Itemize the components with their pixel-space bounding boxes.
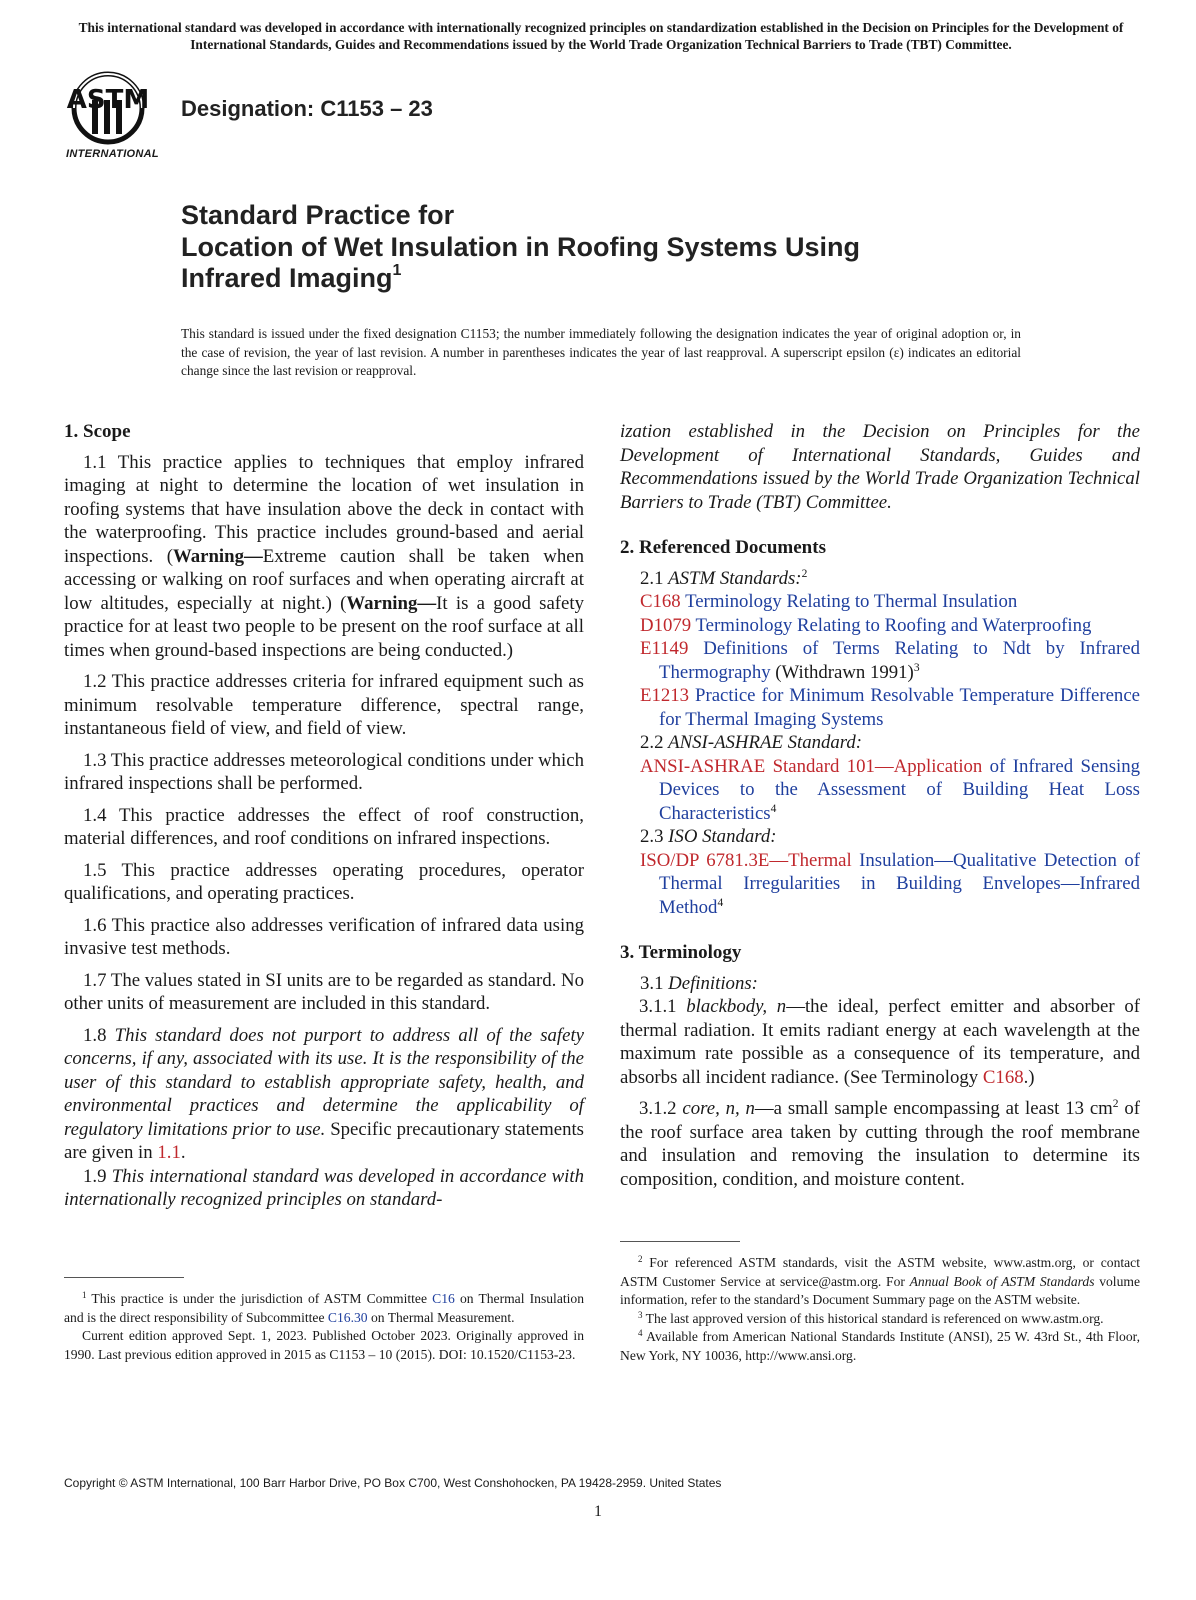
scope-1-2: 1.2 This practice addresses criteria for infrared equipment such as minimum resolvable temperature difference, spectral range, instantaneous field of view, and field of view.	[64, 671, 584, 739]
scope-1-9-cont: ization established in the Decision on Principles for the Development of International Standards, Guides and Recommendations issued by the World Trade Organization Technical Barriers to Trade (TBT) Committee.	[620, 421, 1140, 513]
ref-e1213[interactable]: E1213 Practice for Minimum Resolvable Temperature Difference for Thermal Imaging Systems	[640, 685, 1140, 730]
footnote-1-edition: Current edition approved Sept. 1, 2023. Published October 2023. Originally approved in 1990. Last previous edition approved in 2015 as C1153 – 10 (2015). DOI: 10.1520/C1153-23.	[64, 1328, 584, 1362]
logo-letters: ASTM	[66, 85, 150, 115]
designation: Designation: C1153 – 23	[181, 96, 433, 121]
left-column	[64, 420, 584, 1212]
right-column	[620, 420, 1140, 1191]
footnote-rule-right	[620, 1241, 740, 1242]
link-1-1[interactable]: 1.1	[157, 1142, 181, 1163]
ansi-standard-label: 2.2 ANSI-ASHRAE Standard:	[640, 732, 863, 753]
scope-1-7: 1.7 The values stated in SI units are to be regarded as standard. No other units of measurement are included in this standard.	[64, 969, 584, 1014]
scope-1-3: 1.3 This practice addresses meteorological conditions under which infrared inspections shall be performed.	[64, 749, 584, 794]
footnotes-right	[620, 1254, 1140, 1365]
footnotes-left	[64, 1290, 584, 1364]
terminology-heading: 3. Terminology	[620, 942, 742, 963]
copyright: Copyright © ASTM International, 100 Barr Harbor Drive, PO Box C700, West Conshohocken, PA 19428-2959. United States	[64, 1476, 722, 1490]
scope-1-6: 1.6 This practice also addresses verification of infrared data using invasive test methods.	[64, 914, 584, 959]
scope-1-8: 1.8 This standard does not purport to address all of the safety concerns, if any, associated with its use. It is the responsibility of the user of this standard to establish appropriate safety, health, and environmental practices and determine the applicability of regulatory limitations prior to use. Specific precautionary statements are given in 1.1.	[64, 1024, 585, 1163]
footnote-rule-left	[64, 1277, 184, 1278]
footnote-3: $^3$ The last approved version of this historical standard is referenced on www.astm.org.	[638, 1309, 1104, 1326]
scope-1-9: 1.9 This international standard was developed in accordance with internationally recognized principles on standard-	[64, 1165, 585, 1210]
footnote-1: $^1$ This practice is under the jurisdiction of ASTM Committee C16 on Thermal Insulation and is the direct responsibility of Subcommittee C16.30 on Thermal Measurement.	[64, 1290, 584, 1325]
iso-standard-label: 2.3 ISO Standard:	[640, 826, 777, 847]
footnote-2: $^2$ For referenced ASTM standards, visit the ASTM website, www.astm.org, or contact ASTM Customer Service at service@astm.org. For Annual Book of ASTM Standards volume information, refer to the standard’s Document Summary page on the ASTM website.	[620, 1254, 1140, 1307]
title-line-1: Standard Practice for	[181, 200, 455, 230]
scope-1-4: 1.4 This practice addresses the effect of roof construction, material differences, and roof conditions on infrared inspections.	[64, 804, 584, 849]
link-c168[interactable]: C168	[982, 1066, 1024, 1088]
link-c16-30[interactable]: C16.30	[327, 1309, 368, 1325]
issued-note: This standard is issued under the fixed designation C1153; the number immediately following the designation indicates the year of original adoption or, in the case of revision, the year of last revision. A number in parentheses indicates the year of last reapproval. A superscript epsilon (ε) indicates an editorial change since the last revision or reapproval.	[181, 326, 1021, 378]
scope-heading: 1. Scope	[64, 421, 131, 442]
wto-notice: This international standard was developed in accordance with internationally recognized principles on standardization established in the Decision on Principles for the Development of International Standards, Guides and Recommendations issued by the World Trade Organization Technical Barriers to Trade (TBT) Committee.	[78, 20, 1124, 52]
title-footnote-mark: 1	[392, 262, 402, 279]
astm-standards-label: 2.1 ASTM Standards:$^2$	[640, 567, 808, 589]
ref-d1079[interactable]: D1079 Terminology Relating to Roofing and Waterproofing	[640, 614, 1092, 636]
scope-1-1: 1.1 This practice applies to techniques that employ infrared imaging at night to determine the location of wet insulation in roofing systems that have insulation above the deck in contact with the waterproofing. This practice includes ground-based and aerial inspections. (Warning—Extreme caution shall be taken when accessing or walking on roof surfaces and when operating aircraft at low altitudes, especially at night.) (Warning—It is a good safety practice for at least two people to be present on the roof surface at all times when ground-based inspections are being conducted.)	[64, 451, 584, 661]
referenced-heading: 2. Referenced Documents	[620, 537, 826, 558]
term-core: 3.1.2 core, n, n—a small sample encompassing at least 13 $cm^2$ of the roof surface area taken by cutting through the roof membrane and insulation and removing the insulation to determine its composition, condition, and moisture content.	[620, 1098, 1140, 1190]
title-line-3: Infrared Imaging	[181, 263, 393, 293]
document-title	[181, 200, 860, 295]
term-blackbody: 3.1.1 blackbody, n—the ideal, perfect emitter and absorber of thermal radiation. It emits radiant energy at each wavelength at the maximum rate possible as a consequence of its temperature, and absorbs all incident radiance. (See Terminology C168.)	[620, 996, 1140, 1088]
ref-e1149[interactable]: E1149 Definitions of Terms Relating to Ndt by Infrared Thermography (Withdrawn 1991)$^3$	[640, 638, 1140, 683]
ref-ansi-ashrae[interactable]: ANSI-ASHRAE Standard 101—Application of Infrared Sensing Devices to the Assessment of Building Heat Loss Characteristics$^4$	[640, 755, 1140, 824]
page-number: 1	[594, 1503, 602, 1520]
ref-c168[interactable]: C168 Terminology Relating to Thermal Insulation	[640, 591, 1018, 612]
ref-iso[interactable]: ISO/DP 6781.3E—Thermal Insulation—Qualitative Detection of Thermal Irregularities in Building Envelopes—Infrared Method$^4$	[640, 849, 1140, 918]
definitions-label: 3.1 Definitions:	[640, 972, 758, 994]
title-line-2: Location of Wet Insulation in Roofing Systems Using	[181, 231, 861, 262]
scope-1-5: 1.5 This practice addresses operating procedures, operator qualifications, and operating practices.	[64, 859, 584, 904]
logo-international: INTERNATIONAL	[66, 148, 159, 160]
astm-logo	[62, 70, 172, 165]
footnote-4: $^4$ Available from American National Standards Institute (ANSI), 25 W. 43rd St., 4th Floor, New York, NY 10036, http://www.ansi.org.	[620, 1328, 1140, 1363]
link-c16[interactable]: C16	[432, 1291, 455, 1306]
